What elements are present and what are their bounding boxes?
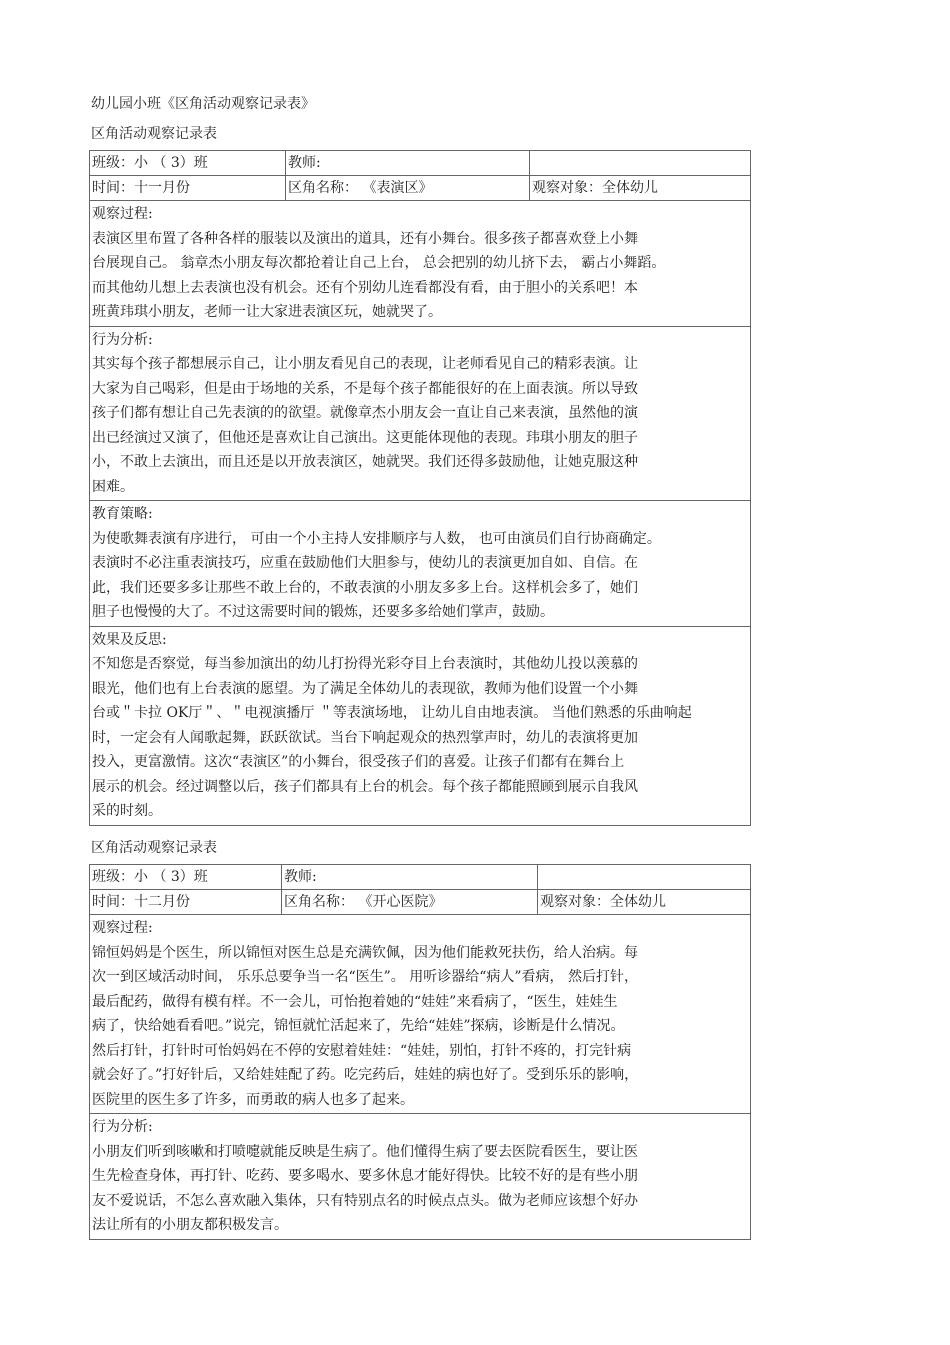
section-label: 观察过程:: [92, 206, 153, 222]
class-cell: 班级：小 （ 3）班: [90, 151, 286, 176]
section-text: 小朋友们听到咳嗽和打喷嚏就能反映是生病了。他们懂得生病了要去医院看医生，要让医 生先检查身体，再打针、吃药、要多喝水、要多休息才能好得快。比较不好的是有些小朋 友不爱说话，不怎么喜欢融入集体，只有特别点名的时候点点头。做为老师应该想个好办 法让所有的小朋友都积极发言。: [92, 1143, 638, 1233]
area-name-cell: 区角名称： 《表演区》: [286, 176, 530, 201]
observation-process-section: [90, 201, 751, 327]
teacher-label-cell: 教师:: [286, 151, 530, 176]
document-title: 幼儿园小班《区角活动观察记录表》: [91, 96, 315, 112]
observation-target-cell: 观察对象：全体幼儿: [538, 890, 751, 915]
time-cell: 时间：十二月份: [90, 890, 282, 915]
education-strategy-section: [90, 501, 751, 627]
time-cell: 时间：十一月份: [90, 176, 286, 201]
behavior-analysis-section: [90, 1114, 751, 1240]
section-label: 观察过程:: [92, 920, 153, 936]
section-text: 不知您是否察觉，每当参加演出的幼儿打扮得光彩夺目上台表演时，其他幼儿投以羡慕的 眼光，他们也有上台表演的愿望。为了满足全体幼儿的表现欲，教师为他们设置一个小舞 台或＂卡拉 OK厅＂、＂电视演播厅 ＂等表演场地， 让幼儿自由地表演。 当他们熟悉的乐曲响起 时，一定会有人闻歌起舞，跃跃欲试。当台下响起观众的热烈掌声时，幼儿的表演将更加 投入，更富激情。这次“表演区”的小舞台，很受孩子们的喜爱。让孩子们都有在舞台上 展示的机会。经过调整以后，孩子们都具有上台的机会。每个孩子都能照顾到展示自我风 采的时刻。: [92, 656, 692, 819]
table-caption: 区角活动观察记录表: [91, 126, 217, 142]
section-text: 其实每个孩子都想展示自己，让小朋友看见自己的表现，让老师看见自己的精彩表演。让 大家为自己喝彩，但是由于场地的关系，不是每个孩子都能很好的在上面表演。所以导致 孩子们都有想让自己先表演的的欲望。就像章杰小朋友会一直让自己来表演，虽然他的演 出已经演过又演了，但他还是喜欢让自己演出。这更能体现他的表现。玮琪小朋友的胆子 小，不敢上去演出，而且还是以开放表演区，她就哭。我们还得多鼓励他，让她克服这种 困难。: [92, 356, 638, 495]
effect-reflection-section: [90, 626, 751, 825]
section-text: 为使歌舞表演有序进行， 可由一个小主持人安排顺序与人数， 也可由演员们自行协商确定。 表演时不必注重表演技巧，应重在鼓励他们大胆参与，使幼儿的表演更加自如、自信。在 此，我们还要多多让那些不敢上台的，不敢表演的小朋友多多上台。这样机会多了，她们 胆子也慢慢的大了。不过这需要时间的锻炼，还要多多给她们掌声，鼓励。: [92, 530, 661, 620]
section-label: 效果及反思:: [92, 631, 167, 648]
observation-process-section: [90, 915, 751, 1114]
section-label: 行为分析:: [92, 1119, 153, 1135]
section-text: 表演区里布置了各种各样的服装以及演出的道具，还有小舞台。很多孩子都喜欢登上小舞 台展现自己。 翁章杰小朋友每次都抢着让自己上台， 总会把别的幼儿挤下去， 霸占小舞蹈。 而其他幼儿想上去表演也没有机会。还有个别幼儿连看都没有看，由于胆小的关系吧！本 班黄玮琪小朋友，老师一让大家进表演区玩，她就哭了。: [92, 230, 666, 320]
section-label: 行为分析:: [92, 331, 153, 348]
teacher-value-cell: [538, 865, 751, 890]
teacher-value-cell: [530, 151, 751, 176]
section-label: 教育策略:: [92, 506, 153, 522]
class-cell: 班级：小 （ 3）班: [90, 865, 282, 890]
observation-target-cell: 观察对象：全体幼儿: [530, 176, 751, 201]
behavior-analysis-section: [90, 326, 751, 501]
observation-table-1: [89, 150, 751, 826]
teacher-label-cell: 教师:: [282, 865, 538, 890]
section-text: 锦恒妈妈是个医生，所以锦恒对医生总是充满钦佩，因为他们能救死扶伤，给人治病。每 次一到区域活动时间， 乐乐总要争当一名“医生”。 用听诊器给“病人”看病， 然后打针， 最后配药，做得有模有样。不一会儿，可怡抱着她的“娃娃”来看病了，“医生，娃娃生 病了，快给她看看吧。”说完，锦恒就忙活起来了，先给“娃娃”探病，诊断是什么情况。 然后打针，打针时可怡妈妈在不停的安慰着娃娃：“娃娃，别怕，打针不疼的，打完针病 就会好了。”打好针后，又给娃娃配了药。吃完药后，娃娃的病也好了。受到乐乐的影响， 医院里的医生多了许多，而勇敢的病人也多了起来。: [92, 944, 639, 1108]
area-name-cell: 区角名称： 《开心医院》: [282, 890, 538, 915]
observation-table-2: [89, 864, 751, 1240]
table-caption: 区角活动观察记录表: [91, 840, 217, 856]
